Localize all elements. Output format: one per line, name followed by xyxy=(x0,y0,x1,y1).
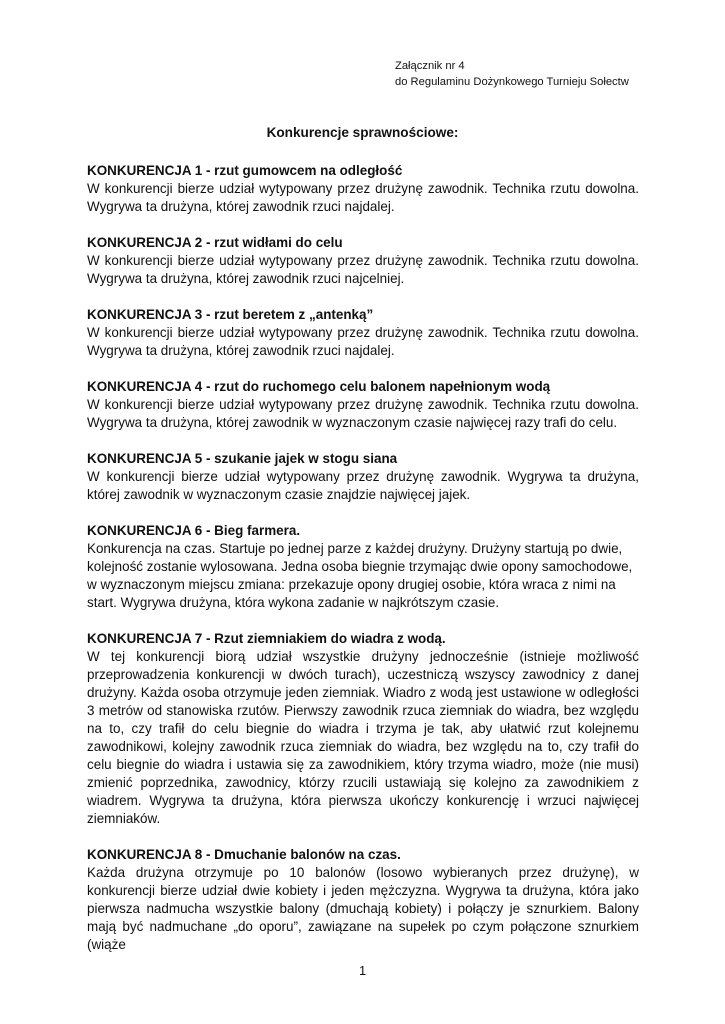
section-heading: KONKURENCJA 7 - Rzut ziemniakiem do wiadra z wodą. xyxy=(87,631,446,646)
section-heading: KONKURENCJA 8 - Dmuchanie balonów na czas. xyxy=(87,847,401,862)
page-title: Konkurencje sprawnościowe: xyxy=(266,125,459,140)
section-heading: KONKURENCJA 6 - Bieg farmera. xyxy=(87,523,301,538)
section-text: Każda drużyna otrzymuje po 10 balonów (losowo wybieranych przez drużynę), w konkurencji bierze udział dwie kobiety i jeden mężczyzna. Wygrywa ta drużyna, która jako pierwsza nadmucha wszystkie balony (dmuchają kobiety) i połączy je sznurkiem. Balony mają być nadmuchane „do oporu”, zawiązane na supełek po czym połączone sznurkiem (wiąże xyxy=(87,865,639,952)
section-text: W konkurencji bierze udział wytypowany przez drużynę zawodnik. Technika rzutu dowolna. Wygrywa ta drużyna, której zawodnik rzuci najdalej. xyxy=(87,181,639,214)
page-number: 1 xyxy=(358,963,367,978)
section-text: W konkurencji bierze udział wytypowany przez drużynę zawodnik. Technika rzutu dowolna. Wygrywa ta drużyna, której zawodnik rzuci najcelniej. xyxy=(87,253,639,286)
section-text-line: w wyznaczonym miejscu zmiana: przekazuje opony drugiej osobie, która wraca z nimi na xyxy=(87,577,616,592)
section-competition-1 xyxy=(87,162,639,216)
section-text: W konkurencji bierze udział wytypowany przez drużynę zawodnik. Technika rzutu dowolna. Wygrywa ta drużyna, której zawodnik rzuci najdalej. xyxy=(87,325,639,358)
section-text: W tej konkurencji biorą udział wszystkie drużyny jednocześnie (istnieje możliwość przeprowadzenia konkurencji w dwóch turach), uczestniczą wszyscy zawodnicy z danej drużyny. Każda osoba otrzymuje jeden ziemniak. Wiadro z wodą jest ustawione w odległości 3 metrów od stanowiska rzutów. Pierwszy zawodnik rzuca ziemniak do wiadra, bez względu na to, czy trafił do celu biegnie do wiadra i trzyma je tak, aby ułatwić rzut kolejnemu zawodnikowi, kolejny zawodnik rzuca ziemniak do wiadra, bez względu na to, czy trafił do celu biegnie do wiadra i ustawia się za zawodnikiem, który trzyma wiadro, może (nie musi) zmienić poprzednika, zawodnicy, którzy rzucili ustawiają się kolejno za zawodnikiem z wiadrem. Wygrywa ta drużyna, która pierwsza ukończy konkurencję i wrzuci najwięcej ziemniaków. xyxy=(87,649,639,826)
section-text-line: kolejność zostanie wylosowana. Jedna osoba biegnie trzymając dwie opony samochodowe, xyxy=(87,559,633,574)
annex-number: Załącznik nr 4 xyxy=(395,60,465,72)
section-text-line: start. Wygrywa drużyna, która wykona zadanie w najkrótszym czasie. xyxy=(87,595,500,610)
section-heading: KONKURENCJA 2 - rzut widłami do celu xyxy=(87,235,343,250)
section-competition-4 xyxy=(87,378,639,432)
document-body xyxy=(87,162,639,972)
section-competition-3 xyxy=(87,306,639,360)
section-heading: KONKURENCJA 3 - rzut beretem z „antenką” xyxy=(87,307,374,322)
section-competition-6 xyxy=(87,522,639,612)
section-competition-5 xyxy=(87,450,639,504)
annex-reference: do Regulaminu Dożynkowego Turnieju Sołectw xyxy=(395,76,629,88)
section-heading: KONKURENCJA 4 - rzut do ruchomego celu balonem napełnionym wodą xyxy=(87,379,551,394)
section-heading: KONKURENCJA 1 - rzut gumowcem na odległość xyxy=(87,163,403,178)
section-text-line: Konkurencja na czas. Startuje po jednej parze z każdej drużyny. Drużyny startują po dwie, xyxy=(87,541,623,556)
section-text: W konkurencji bierze udział wytypowany przez drużynę zawodnik. Wygrywa ta drużyna, której zawodnik w wyznaczonym czasie znajdzie najwięcej jajek. xyxy=(87,469,639,502)
section-heading: KONKURENCJA 5 - szukanie jajek w stogu siana xyxy=(87,451,398,466)
section-competition-7 xyxy=(87,630,639,828)
section-competition-8 xyxy=(87,846,639,954)
section-text: W konkurencji bierze udział wytypowany przez drużynę zawodnik. Technika rzutu dowolna. Wygrywa ta drużyna, której zawodnik w wyznaczonym czasie najwięcej razy trafi do celu. xyxy=(87,397,639,430)
annex-header xyxy=(395,58,629,90)
section-competition-2 xyxy=(87,234,639,288)
